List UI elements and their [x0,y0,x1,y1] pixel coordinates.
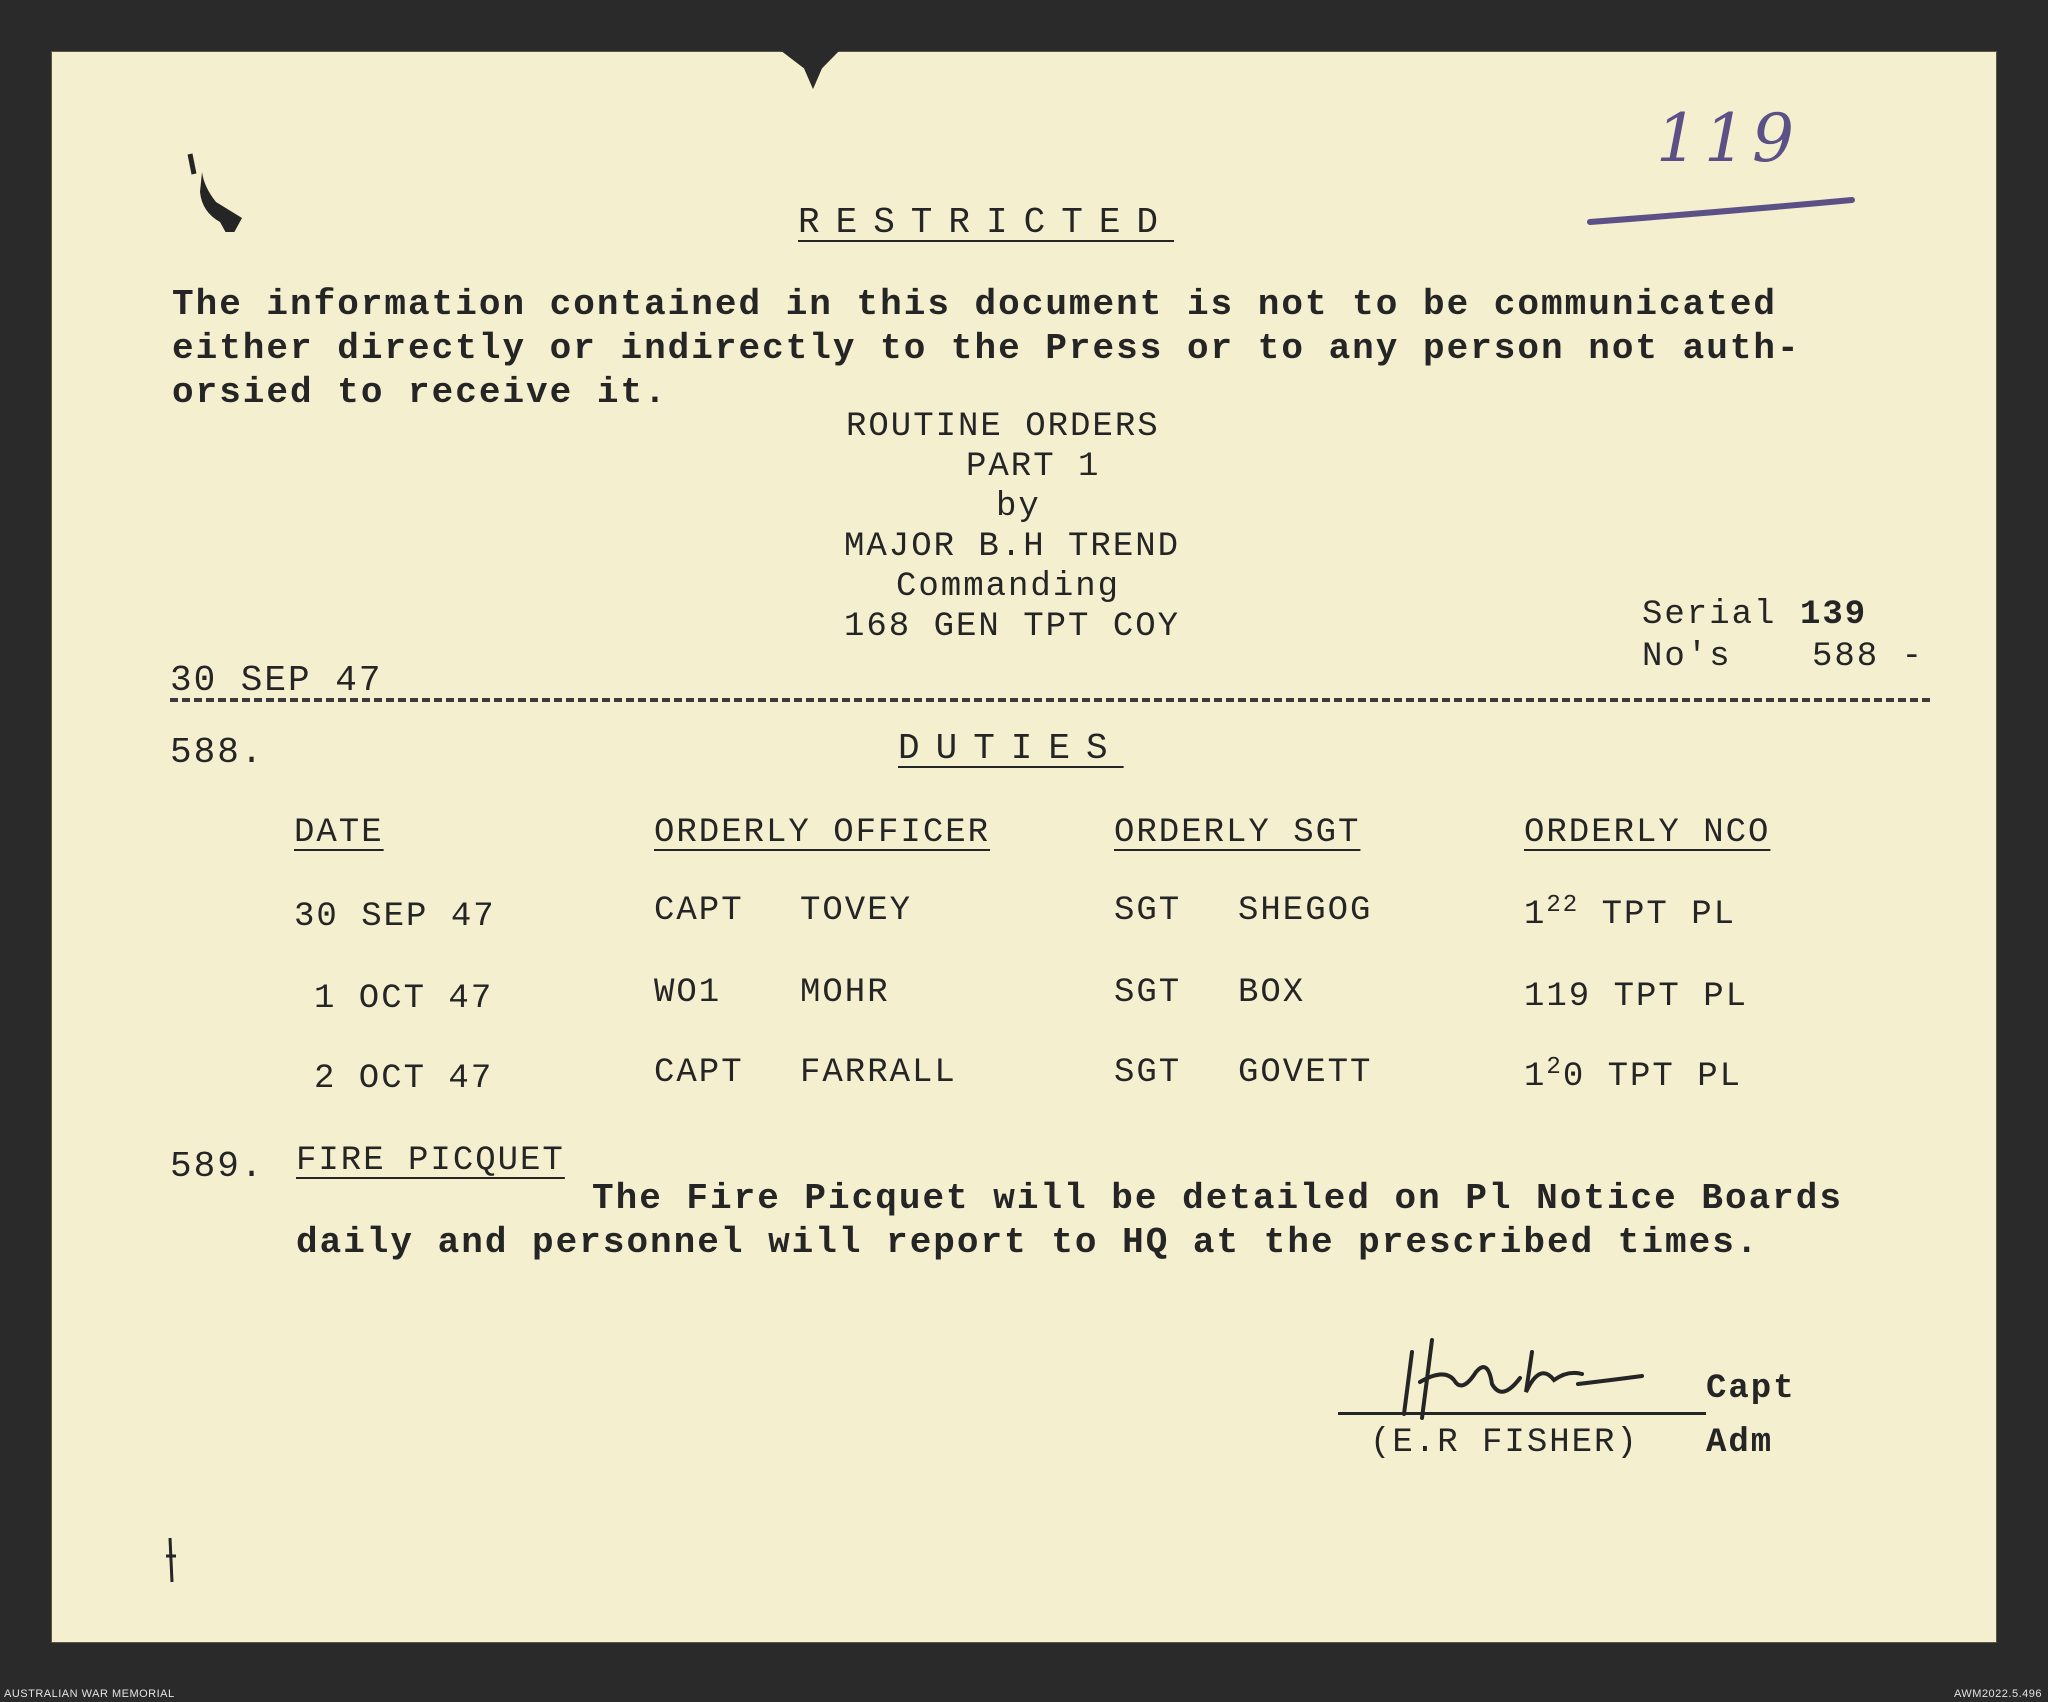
serial-label: Serial [1642,596,1777,634]
col-orderly-officer: ORDERLY OFFICER [654,814,991,852]
row1-sgt-rank: SGT [1114,892,1182,930]
order-589-text-line-1: The Fire Picquet will be detailed on Pl Notice Boards [592,1178,1843,1219]
warning-line-3: orsied to receive it. [172,372,668,413]
handwritten-page-number: 119 [1656,100,1800,177]
title-commander: MAJOR B.H TREND [844,528,1181,566]
order-588-number: 588. [170,732,265,773]
row2-nco [1524,974,1748,1016]
title-unit: 168 GEN TPT COY [844,608,1181,646]
row1-date: 30 SEP 47 [294,898,496,936]
row3-date: 2 OCT 47 [314,1060,494,1098]
order-589-number: 589. [170,1146,265,1187]
row1-nco-unit: TPT PL [1601,896,1737,934]
footer-reference: AWM2022.5.496 [1953,1688,2042,1700]
paper-tear [780,50,840,96]
document-page [52,52,1996,1642]
serial-value: 139 [1800,596,1868,634]
warning-line-2: either directly or indirectly to the Press or to any person not auth- [172,328,1801,369]
footer-institution: AUSTRALIAN WAR MEMORIAL [4,1688,175,1700]
title-part: PART 1 [966,448,1101,486]
row3-nco-unit: 0 TPT PL [1562,1058,1743,1096]
title-by: by [996,488,1041,526]
row1-nco-num: 1 [1524,896,1547,934]
row1-nco [1524,892,1736,934]
row2-officer-rank: WO1 [654,974,722,1012]
row3-nco [1524,1054,1742,1096]
warning-line-1: The information contained in this document is not to be communicated [172,284,1778,325]
signature-line [1338,1412,1706,1415]
row2-nco-unit: TPT PL [1613,978,1749,1016]
classification-heading: RESTRICTED [798,202,1175,243]
order-589-heading: FIRE PICQUET [296,1142,565,1180]
nos-label: No's [1642,638,1732,676]
row2-sgt-name: BOX [1238,974,1306,1012]
separator-line [170,698,1930,702]
row2-date: 1 OCT 47 [314,980,494,1018]
ink-mark-icon [172,132,262,232]
row1-nco-sup: 22 [1546,892,1580,919]
col-orderly-nco: ORDERLY NCO [1524,814,1771,852]
signature-rank: Capt [1706,1370,1796,1408]
row3-nco-num: 1 [1524,1058,1547,1096]
row1-sgt-name: SHEGOG [1238,892,1373,930]
order-589-text-line-2: daily and personnel will report to HQ at the prescribed times. [296,1222,1760,1263]
order-588-heading: DUTIES [898,728,1124,769]
nos-value: 588 - [1812,638,1925,676]
row3-sgt-rank: SGT [1114,1054,1182,1092]
pencil-stroke [1582,192,1862,232]
row2-nco-num: 119 [1524,978,1592,1016]
title-commanding: Commanding [896,568,1121,606]
title-routine-orders: ROUTINE ORDERS [846,408,1160,446]
row2-officer-name: MOHR [800,974,890,1012]
signature-appointment: Adm [1706,1424,1774,1462]
row3-officer-rank: CAPT [654,1054,744,1092]
row3-nco-sup: 2 [1546,1054,1563,1081]
document-date: 30 SEP 47 [170,660,383,701]
col-orderly-sgt: ORDERLY SGT [1114,814,1361,852]
signature-name: (E.R FISHER) [1370,1424,1639,1462]
row1-officer-rank: CAPT [654,892,744,930]
row3-officer-name: FARRALL [800,1054,957,1092]
col-date: DATE [294,814,384,852]
margin-mark-icon [156,1532,186,1592]
row3-sgt-name: GOVETT [1238,1054,1373,1092]
row2-sgt-rank: SGT [1114,974,1182,1012]
handwritten-signature [1392,1322,1692,1432]
row1-officer-name: TOVEY [800,892,913,930]
